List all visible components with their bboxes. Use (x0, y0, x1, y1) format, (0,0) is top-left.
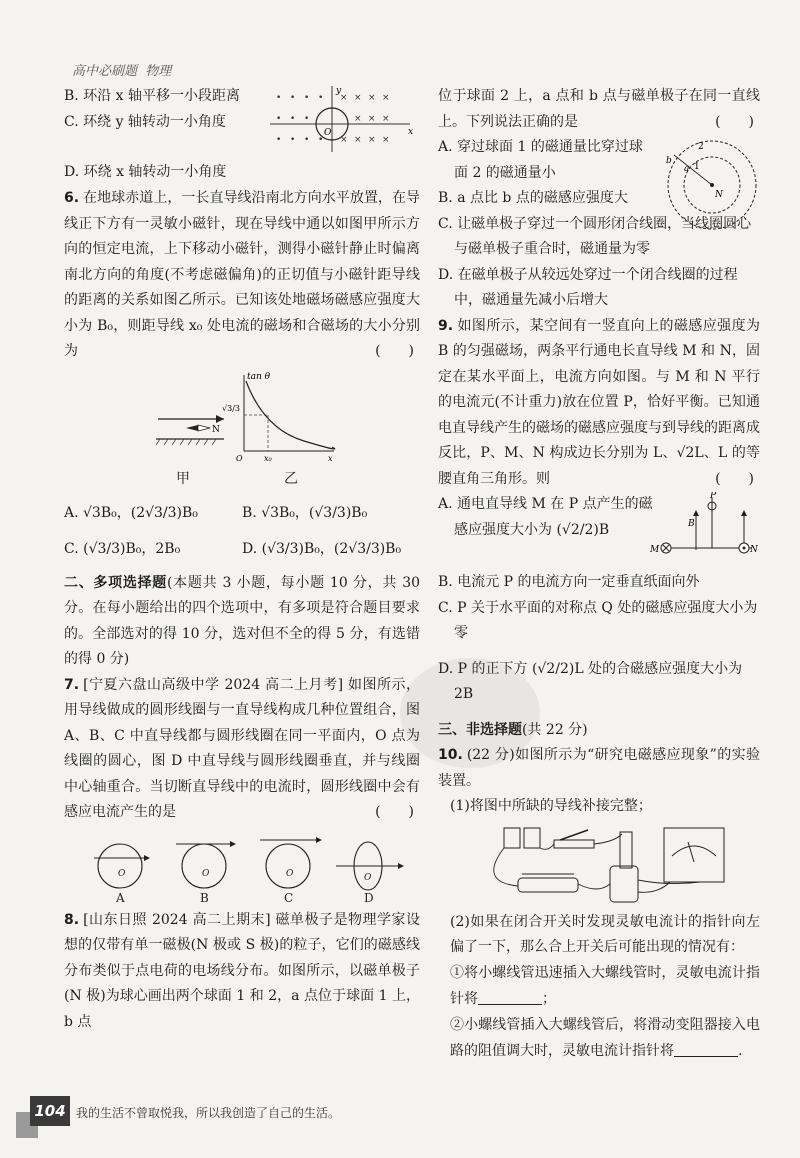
section-2-desc: (本题共 3 小题，每小题 10 分，共 30 分。在每小题给出的四个选项中，有多项是符合题目要求的。全部选对的得 10 分，选对但不全的得 5 分，有选错的得 0 分) (64, 574, 421, 667)
q8-option-a[interactable]: A. 穿过球面 1 的磁通量比穿过球面 2 的磁通量小 (438, 139, 643, 181)
svg-text:•: • (276, 114, 282, 124)
q7-label-d: D (364, 890, 374, 905)
q7-label-b: B (200, 890, 209, 905)
q7-text: [宁夏六盘山高级中学 2024 高二上月考] 如图所示，用导线做成的圆形线圈与一直导线构成几种位置组合，图 A、B、C 中直导线都与圆形线圈在同一平面内，O 点为线圈的圆心，图 D 中直导线与圆形线圈垂直，并与线圈中心轴重合。当切断直导线中的电流时，圆形线圈中会有感应电流产生的是 (64, 676, 420, 820)
q8-option-b[interactable]: B. a 点比 b 点的磁感应强度大 (438, 190, 628, 206)
q9-m-label: M (650, 545, 660, 555)
q6-graph-tick-sqrt3: √3/3 (222, 403, 240, 413)
q6-option-a[interactable]: A. √3B₀，(2√3/3)B₀ (64, 504, 198, 521)
question-10 (438, 743, 760, 1065)
q7-number: 7. (64, 676, 80, 693)
q6-graph-ylabel: tan θ (247, 371, 271, 382)
q7-center-c: O (286, 868, 294, 879)
svg-text:•: • (290, 135, 296, 145)
q5-option-d[interactable]: D. 环绕 x 轴转动一小角度 (64, 164, 227, 180)
q10-sub1: (1)将图中所缺的导线补接完整； (450, 798, 652, 814)
q10-text: 如图所示为“研究电磁感应现象”的实验装置。 (438, 747, 760, 789)
q8-number: 8. (64, 911, 80, 928)
page-number: 104 (30, 1096, 70, 1126)
svg-text:×: × (354, 114, 362, 124)
q6-number: 6. (64, 190, 80, 206)
q8-text-left: [山东日照 2024 高二上期末] 磁单极子是物理学家设想的仅带有单一磁极(N 极或 S 极)的粒子，它们的磁感线分布类似于点电荷的电场线分布。如图所示，以磁单极子(N 极)为球心画出两个球面 1 和 2，a 点位于球面 1 上，b 点 (64, 911, 420, 1030)
q8-sphere-figure (664, 135, 760, 231)
q8-answer-paren: ( ) (715, 113, 754, 130)
question-8 (64, 908, 420, 1036)
svg-text:×: × (340, 135, 348, 145)
q8-point-a: a (684, 164, 690, 174)
running-header (72, 60, 171, 79)
q6-figures (64, 367, 420, 465)
q7-label-c: C (284, 890, 294, 905)
q7-center-d: O (364, 872, 372, 883)
svg-text:•: • (276, 135, 282, 145)
svg-text:•: • (318, 93, 324, 103)
q9-b-label: B (688, 519, 695, 529)
q6-answer-paren: ( ) (375, 343, 414, 359)
section-3-title: 三、非选择题 (438, 721, 522, 738)
q7-center-a: O (118, 868, 126, 879)
q8-sphere2-label: 2 (698, 142, 704, 152)
q6-fig-a-label: 甲 (176, 470, 190, 487)
svg-text:×: × (382, 135, 390, 145)
q10-item1: ①将小螺线管迅速插入大螺线管时，灵敏电流计指针将 (450, 964, 760, 1007)
q6-fig-b-label: 乙 (284, 470, 298, 487)
section-2-title: 二、多项选择题 (64, 574, 167, 591)
q5-origin-label: O (324, 128, 332, 138)
q7-figures (64, 828, 420, 906)
q10-blank-1[interactable] (478, 986, 542, 1005)
question-8-continued (438, 84, 760, 314)
svg-text:×: × (368, 93, 376, 103)
svg-text:×: × (382, 93, 390, 103)
q8-text-right: 位于球面 2 上，a 点和 b 点与磁单极子在同一直线上。下列说法正确的是 (438, 88, 760, 130)
q7-label-a: A (116, 890, 125, 905)
svg-text:•: • (304, 93, 310, 103)
q8-option-d[interactable]: D. 在磁单极子从较远处穿过一个闭合线圈的过程中，磁通量先减小后增大 (438, 266, 738, 308)
q6-graph-tick-x0: x₀ (264, 453, 272, 463)
q6-option-b[interactable]: B. √3B₀，(√3/3)B₀ (242, 504, 368, 521)
q9-option-a[interactable]: A. 通电直导线 M 在 P 点产生的磁感应强度大小为 (√2/2)B (438, 496, 653, 538)
svg-text:•: • (304, 135, 310, 145)
q7-center-b: O (202, 868, 210, 879)
left-column (64, 84, 420, 1035)
q6-graph-xlabel: x (328, 453, 333, 463)
q6-option-c[interactable]: C. (√3/3)B₀，2B₀ (64, 540, 181, 557)
q9-n-label: N (750, 545, 758, 555)
q10-item2: ②小螺线管插入大螺线管后，将滑动变阻器接入电路的阻值调大时，灵敏电流计指针将 (450, 1016, 760, 1059)
svg-text:×: × (382, 114, 390, 124)
q6-options (64, 495, 420, 567)
q5-option-b[interactable]: B. 环沿 x 轴平移一小段距离 (64, 88, 240, 104)
svg-text:•: • (290, 93, 296, 103)
svg-text:×: × (354, 93, 362, 103)
svg-text:×: × (368, 135, 376, 145)
svg-text:×: × (354, 135, 362, 145)
question-7 (64, 673, 420, 906)
book-title: 高中必刷题 (72, 64, 138, 79)
svg-text:•: • (304, 114, 310, 124)
q9-text: 如图所示，某空间有一竖直向上的磁感应强度为 B 的匀强磁场，两条平行通电长直导线 M 和 N，固定在某水平面上，电流方向如图。与 M 和 N 平行的电流元(不计重力)放在位置 P，恰好平衡。已知通电直导线产生的磁场的磁感应强度与到导线的距离成反比，P、M、N 构成边长分别为 L、√2L、L 的等腰直角三角形。则 (438, 317, 760, 487)
q10-sub2: (2)如果在闭合开关时发现灵敏电流计的指针向左偏了一下，那么合上开关后可能出现的情况有： (450, 913, 760, 955)
q9-wire-figure (648, 492, 760, 566)
q8-pole-label: N (715, 190, 723, 200)
footer-motto: 我的生活不曾取悦我，所以我创造了自己的生活。 (76, 1106, 341, 1120)
q5-tail (64, 84, 420, 186)
q9-option-b[interactable]: B. 电流元 P 的电流方向一定垂直纸面向外 (438, 574, 700, 590)
q6-option-d[interactable]: D. (√3/3)B₀，(2√3/3)B₀ (242, 540, 402, 557)
section-3-desc: (共 22 分) (522, 721, 588, 738)
section-3-header (438, 718, 760, 744)
q8-option-c[interactable]: C. 让磁单极子穿过一个圆形闭合线圈，当线圈圆心与磁单极子重合时，磁通量为零 (438, 215, 752, 257)
q6-compass-n-label: N (212, 424, 220, 435)
q6-text: 在地球赤道上，一长直导线沿南北方向水平放置，在导线正下方有一灵敏小磁针，现在导线中通以如图甲所示方向的恒定电流，上下移动小磁针，测得小磁针静止时偏离南北方向的角度(不考虑磁偏角)的正切值与小磁针距导线的距离的关系如图乙所示。已知该处地磁场磁感应强度大小为 B₀，则距导线 x₀ 处电流的磁场和合磁场的大小分别为 (64, 190, 420, 359)
svg-text:•: • (276, 93, 282, 103)
q10-number: 10. (438, 747, 463, 763)
q5-x-label: x (408, 127, 414, 137)
q8-sphere1-label: 1 (694, 162, 700, 172)
svg-text:×: × (368, 114, 376, 124)
q9-answer-paren: ( ) (715, 470, 754, 487)
q8-point-b: b (666, 156, 672, 166)
question-6 (64, 186, 420, 567)
q5-y-label: y (336, 86, 342, 96)
q5-field-figure (260, 84, 420, 154)
q10-blank-2[interactable] (674, 1038, 738, 1057)
q6-graph-origin: O (236, 453, 243, 463)
svg-text:•: • (290, 114, 296, 124)
q5-option-c[interactable]: C. 环绕 y 轴转动一小角度 (64, 113, 226, 130)
q9-number: 9. (438, 317, 454, 334)
q7-answer-paren: ( ) (375, 804, 414, 820)
q9-p-label: P (710, 492, 717, 501)
q10-score: (22 分) (466, 747, 515, 763)
right-column (438, 84, 760, 1065)
svg-text:•: • (318, 135, 324, 145)
q10-apparatus-figure (438, 822, 760, 908)
q9-option-c[interactable]: C. P 关于水平面的对称点 Q 处的磁感应强度大小为零 (438, 599, 758, 641)
question-9 (438, 314, 760, 708)
q9-option-d[interactable]: D. P 的正下方 (√2/2)L 处的合磁感应强度大小为 2B (438, 660, 743, 702)
svg-text:×: × (340, 93, 348, 103)
q10-item1-end: ； (542, 991, 556, 1007)
q10-item2-end: . (738, 1043, 743, 1059)
subject-title: 物理 (145, 64, 172, 79)
section-2-header (64, 571, 420, 673)
